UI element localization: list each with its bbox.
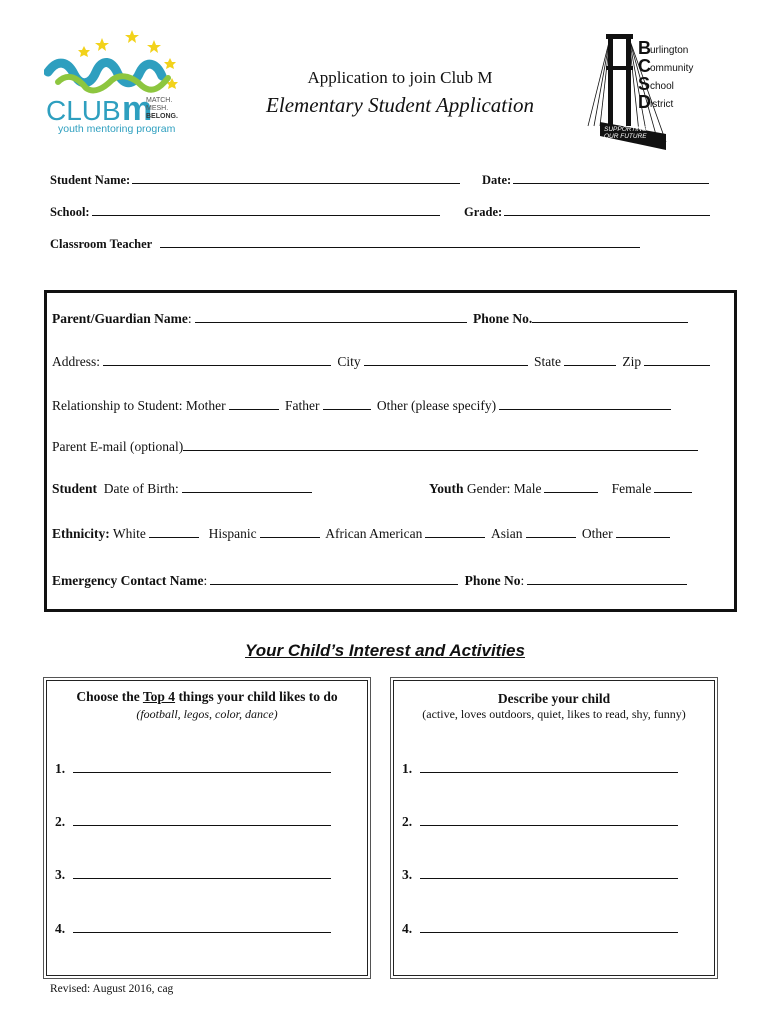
emergency-field[interactable] [210, 573, 458, 585]
svg-text:chool: chool [650, 81, 674, 92]
student-name-row [50, 172, 460, 188]
like-field-4[interactable] [73, 921, 331, 933]
logo-m-letter: m [122, 90, 153, 128]
school-row [50, 204, 440, 220]
email-row [52, 439, 701, 455]
address-row [52, 354, 713, 370]
guardian-label: Parent/Guardian Name [52, 311, 188, 326]
district-logo [586, 32, 704, 150]
describe-item-1: 1. [402, 761, 678, 777]
describe-item-4: 4. [402, 921, 678, 937]
svg-text:S: S [638, 74, 651, 94]
top-four-heading: Choose the Top 4 things your child likes to do [76, 689, 338, 704]
like-item-3: 3. [55, 867, 331, 883]
email-label: Parent E-mail (optional) [52, 439, 184, 454]
district-banner-2: OUR FUTURE [604, 133, 647, 140]
school-label: School: [50, 205, 90, 219]
mother-field[interactable] [229, 398, 279, 410]
gender-label: Gender: Male [466, 481, 542, 496]
svg-text:C: C [638, 56, 651, 76]
city-label: City [337, 354, 361, 369]
dob-row [52, 481, 315, 497]
like-field-3[interactable] [73, 867, 331, 879]
describe-item-2: 2. [402, 814, 678, 830]
state-label: State [534, 354, 562, 369]
club-m-logo [44, 28, 204, 138]
school-field[interactable] [92, 204, 440, 216]
student-bold-label: Student [52, 481, 98, 496]
describe-examples: (active, loves outdoors, quiet, likes to read, shy, funny) [422, 707, 686, 721]
zip-label: Zip [622, 354, 642, 369]
female-label: Female [611, 481, 652, 496]
african-american-field[interactable] [425, 526, 485, 538]
dob-label: Date of Birth: [103, 481, 179, 496]
svg-text:istrict: istrict [650, 99, 674, 110]
relationship-label: Relationship to Student: Mother [52, 398, 226, 413]
phone-field[interactable] [532, 311, 688, 323]
describe-field-4[interactable] [420, 921, 678, 933]
city-field[interactable] [364, 354, 528, 366]
like-item-2: 2. [55, 814, 331, 830]
like-field-2[interactable] [73, 814, 331, 826]
interests-section-title: Your Child’s Interest and Activities [245, 641, 525, 660]
svg-text:D: D [638, 92, 651, 112]
father-field[interactable] [323, 398, 371, 410]
father-label: Father [285, 398, 320, 413]
grade-row [464, 204, 710, 220]
student-name-field[interactable] [132, 172, 460, 184]
grade-field[interactable] [504, 204, 710, 216]
top-four-box [46, 680, 368, 976]
logo-tag-belong: BELONG. [146, 113, 178, 120]
other-label: Other (please specify) [376, 398, 497, 413]
youth-bold-label: Youth [429, 481, 464, 496]
ethnicity-row [52, 526, 673, 542]
emergency-row: Emergency Contact Name: Phone No: [52, 573, 690, 589]
white-label: White [112, 526, 146, 541]
revision-footer: Revised: August 2016, cag [50, 983, 174, 995]
like-item-4: 4. [55, 921, 331, 937]
form-title: Application to join Club M [307, 68, 493, 87]
date-field[interactable] [513, 172, 709, 184]
teacher-row [50, 236, 640, 252]
state-field[interactable] [564, 354, 616, 366]
describe-heading: Describe your child [497, 691, 611, 706]
hispanic-label: Hispanic [208, 526, 257, 541]
svg-text:B: B [638, 38, 651, 58]
student-name-label: Student Name: [50, 173, 131, 187]
guardian-field[interactable] [195, 311, 467, 323]
parent-info-box [44, 290, 737, 612]
logo-subtitle: youth mentoring program [58, 123, 176, 135]
logo-tag-match: MATCH. [146, 97, 173, 104]
other-ethnicity-field[interactable] [616, 526, 670, 538]
like-item-1: 1. [55, 761, 331, 777]
svg-text:ommunity: ommunity [650, 63, 694, 74]
teacher-field[interactable] [160, 236, 640, 248]
address-label: Address: [52, 354, 100, 369]
emergency-label: Emergency Contact Name [52, 573, 204, 588]
like-field-1[interactable] [73, 761, 331, 773]
describe-item-3: 3. [402, 867, 678, 883]
emergency-phone-field[interactable] [527, 573, 687, 585]
zip-field[interactable] [644, 354, 710, 366]
logo-club-text: CLUB [46, 95, 121, 126]
email-field[interactable] [183, 439, 698, 451]
svg-text:urlington: urlington [650, 45, 689, 56]
describe-child-box [393, 680, 715, 976]
asian-field[interactable] [526, 526, 576, 538]
ethnicity-label: Ethnicity: [52, 526, 110, 541]
african-american-label: African American [325, 526, 423, 541]
other-field[interactable] [499, 398, 671, 410]
guardian-row: Parent/Guardian Name: Phone No. [52, 311, 691, 327]
phone-label: Phone No. [473, 311, 533, 326]
logo-tag-mesh: MESH. [146, 105, 169, 112]
teacher-label: Classroom Teacher [50, 237, 153, 251]
date-row [482, 172, 709, 188]
emergency-phone-label: Phone No [464, 573, 521, 588]
form-subtitle: Elementary Student Application [266, 93, 534, 117]
describe-field-2[interactable] [420, 814, 678, 826]
date-label: Date: [482, 173, 512, 187]
top-four-examples: (football, legos, color, dance) [136, 707, 278, 721]
describe-field-1[interactable] [420, 761, 678, 773]
gender-row [429, 481, 695, 497]
male-field[interactable] [544, 481, 598, 493]
hispanic-field[interactable] [260, 526, 320, 538]
address-field[interactable] [103, 354, 331, 366]
grade-label: Grade: [464, 205, 503, 219]
white-field[interactable] [149, 526, 199, 538]
female-field[interactable] [654, 481, 692, 493]
describe-field-3[interactable] [420, 867, 678, 879]
other-ethnicity-label: Other [581, 526, 613, 541]
dob-field[interactable] [182, 481, 312, 493]
district-banner-1: SUPPORTING [604, 126, 647, 133]
relationship-row [52, 398, 674, 414]
asian-label: Asian [491, 526, 523, 541]
